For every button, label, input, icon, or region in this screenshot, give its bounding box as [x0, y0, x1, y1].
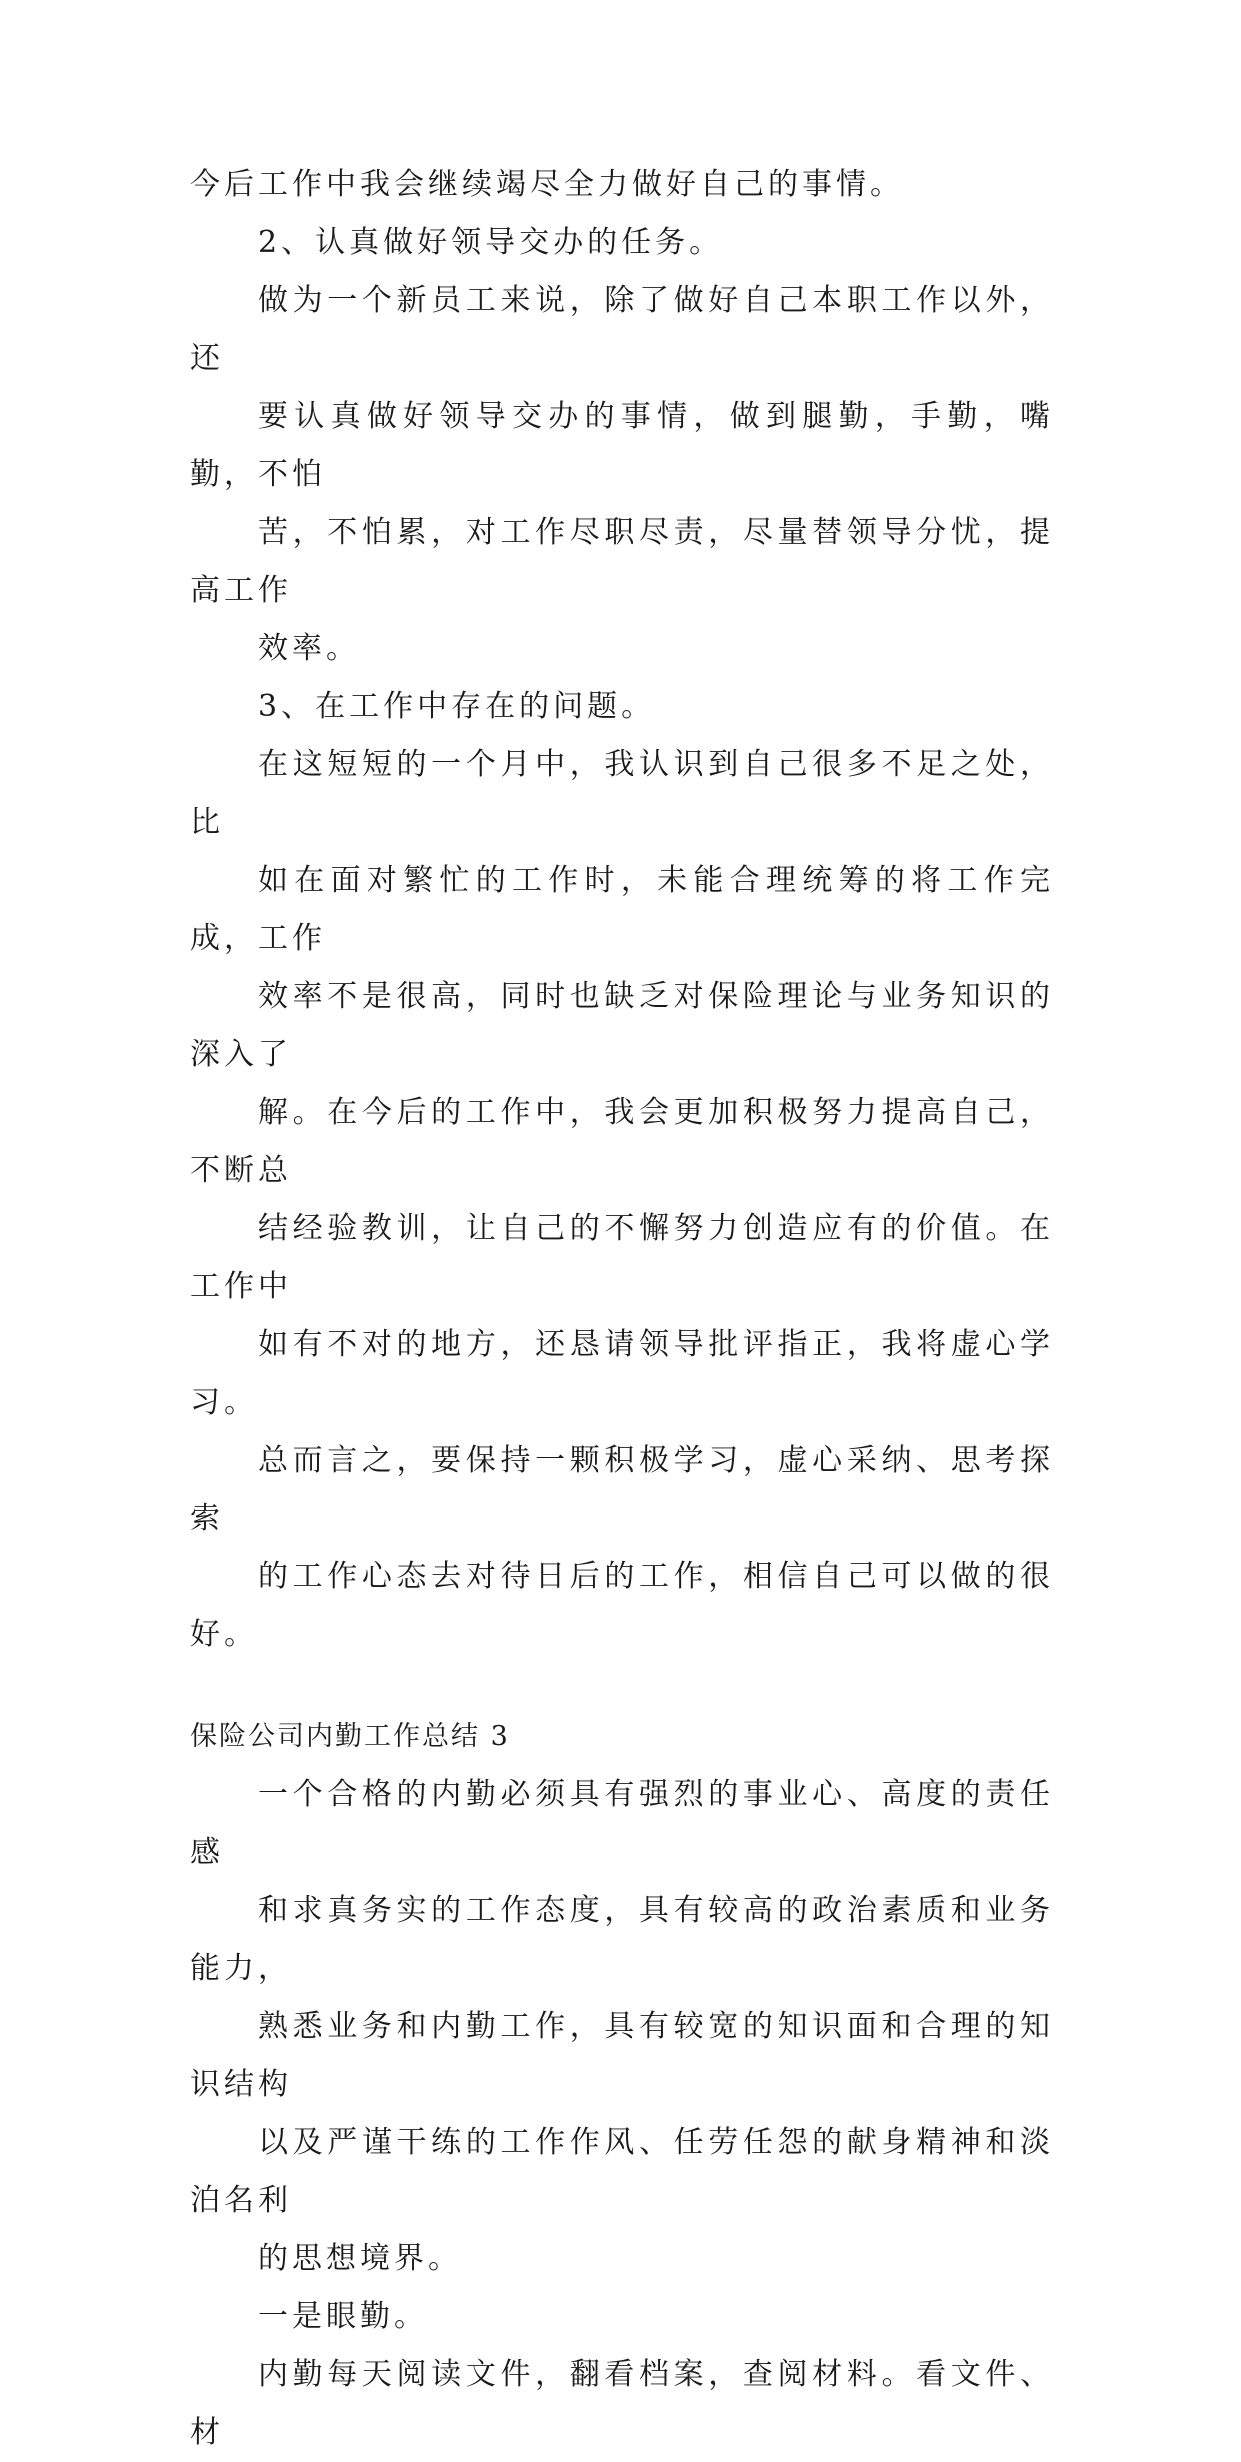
- paragraph: [190, 2346, 1054, 2462]
- text-line: 以及严谨干练的工作作风、任劳任怨的献身精神和淡泊名利: [190, 2125, 1054, 2218]
- text-line: 的工作心态去对待日后的工作，相信自己可以做的很好。: [190, 1559, 1054, 1652]
- paragraph: [190, 214, 1054, 272]
- paragraph: [190, 272, 1054, 678]
- text-line: 做为一个新员工来说，除了做好自己本职工作以外，还: [190, 283, 1054, 376]
- text-line: 效率。: [258, 631, 360, 666]
- text-line: 今后工作中我会继续竭尽全力做好自己的事情。: [190, 167, 904, 202]
- paragraph: [190, 2288, 1054, 2346]
- text-line: 和求真务实的工作态度，具有较高的政治素质和业务能力，: [190, 1893, 1054, 1986]
- text-line: 解。在今后的工作中，我会更加积极努力提高自己，不断总: [190, 1095, 1054, 1188]
- text-line: 要认真做好领导交办的事情，做到腿勤，手勤，嘴勤，不怕: [190, 399, 1054, 492]
- paragraph: [190, 156, 1054, 214]
- text-line: 如在面对繁忙的工作时，未能合理统筹的将工作完成，工作: [190, 863, 1054, 956]
- text-line: 一个合格的内勤必须具有强烈的事业心、高度的责任感: [190, 1777, 1054, 1870]
- text-line: 总而言之，要保持一颗积极学习，虚心采纳、思考探索: [190, 1443, 1054, 1536]
- paragraph: [190, 1432, 1054, 1664]
- text-line: 一是眼勤。: [258, 2299, 428, 2334]
- text-line: 如有不对的地方，还恳请领导批评指正，我将虚心学习。: [190, 1327, 1054, 1420]
- text-line: 熟悉业务和内勤工作，具有较宽的知识面和合理的知识结构: [190, 2009, 1054, 2102]
- section-title: 保险公司内勤工作总结 3: [190, 1721, 510, 1752]
- text-line: 的思想境界。: [258, 2241, 462, 2276]
- document-body: [190, 156, 1054, 2462]
- paragraph: [190, 678, 1054, 736]
- paragraph: [190, 1766, 1054, 2288]
- text-line: 苦，不怕累，对工作尽职尽责，尽量替领导分忧，提高工作: [190, 515, 1054, 608]
- text-line: 结经验教训，让自己的不懈努力创造应有的价值。在工作中: [190, 1211, 1054, 1304]
- text-line: 效率不是很高，同时也缺乏对保险理论与业务知识的深入了: [190, 979, 1054, 1072]
- paragraph: [190, 736, 1054, 1432]
- text-line: 内勤每天阅读文件，翻看档案，查阅材料。看文件、材: [190, 2357, 1054, 2450]
- text-line: 2、认真做好领导交办的任务。: [258, 225, 724, 260]
- text-line: 3、在工作中存在的问题。: [258, 689, 656, 724]
- text-line: 在这短短的一个月中，我认识到自己很多不足之处，比: [190, 747, 1054, 840]
